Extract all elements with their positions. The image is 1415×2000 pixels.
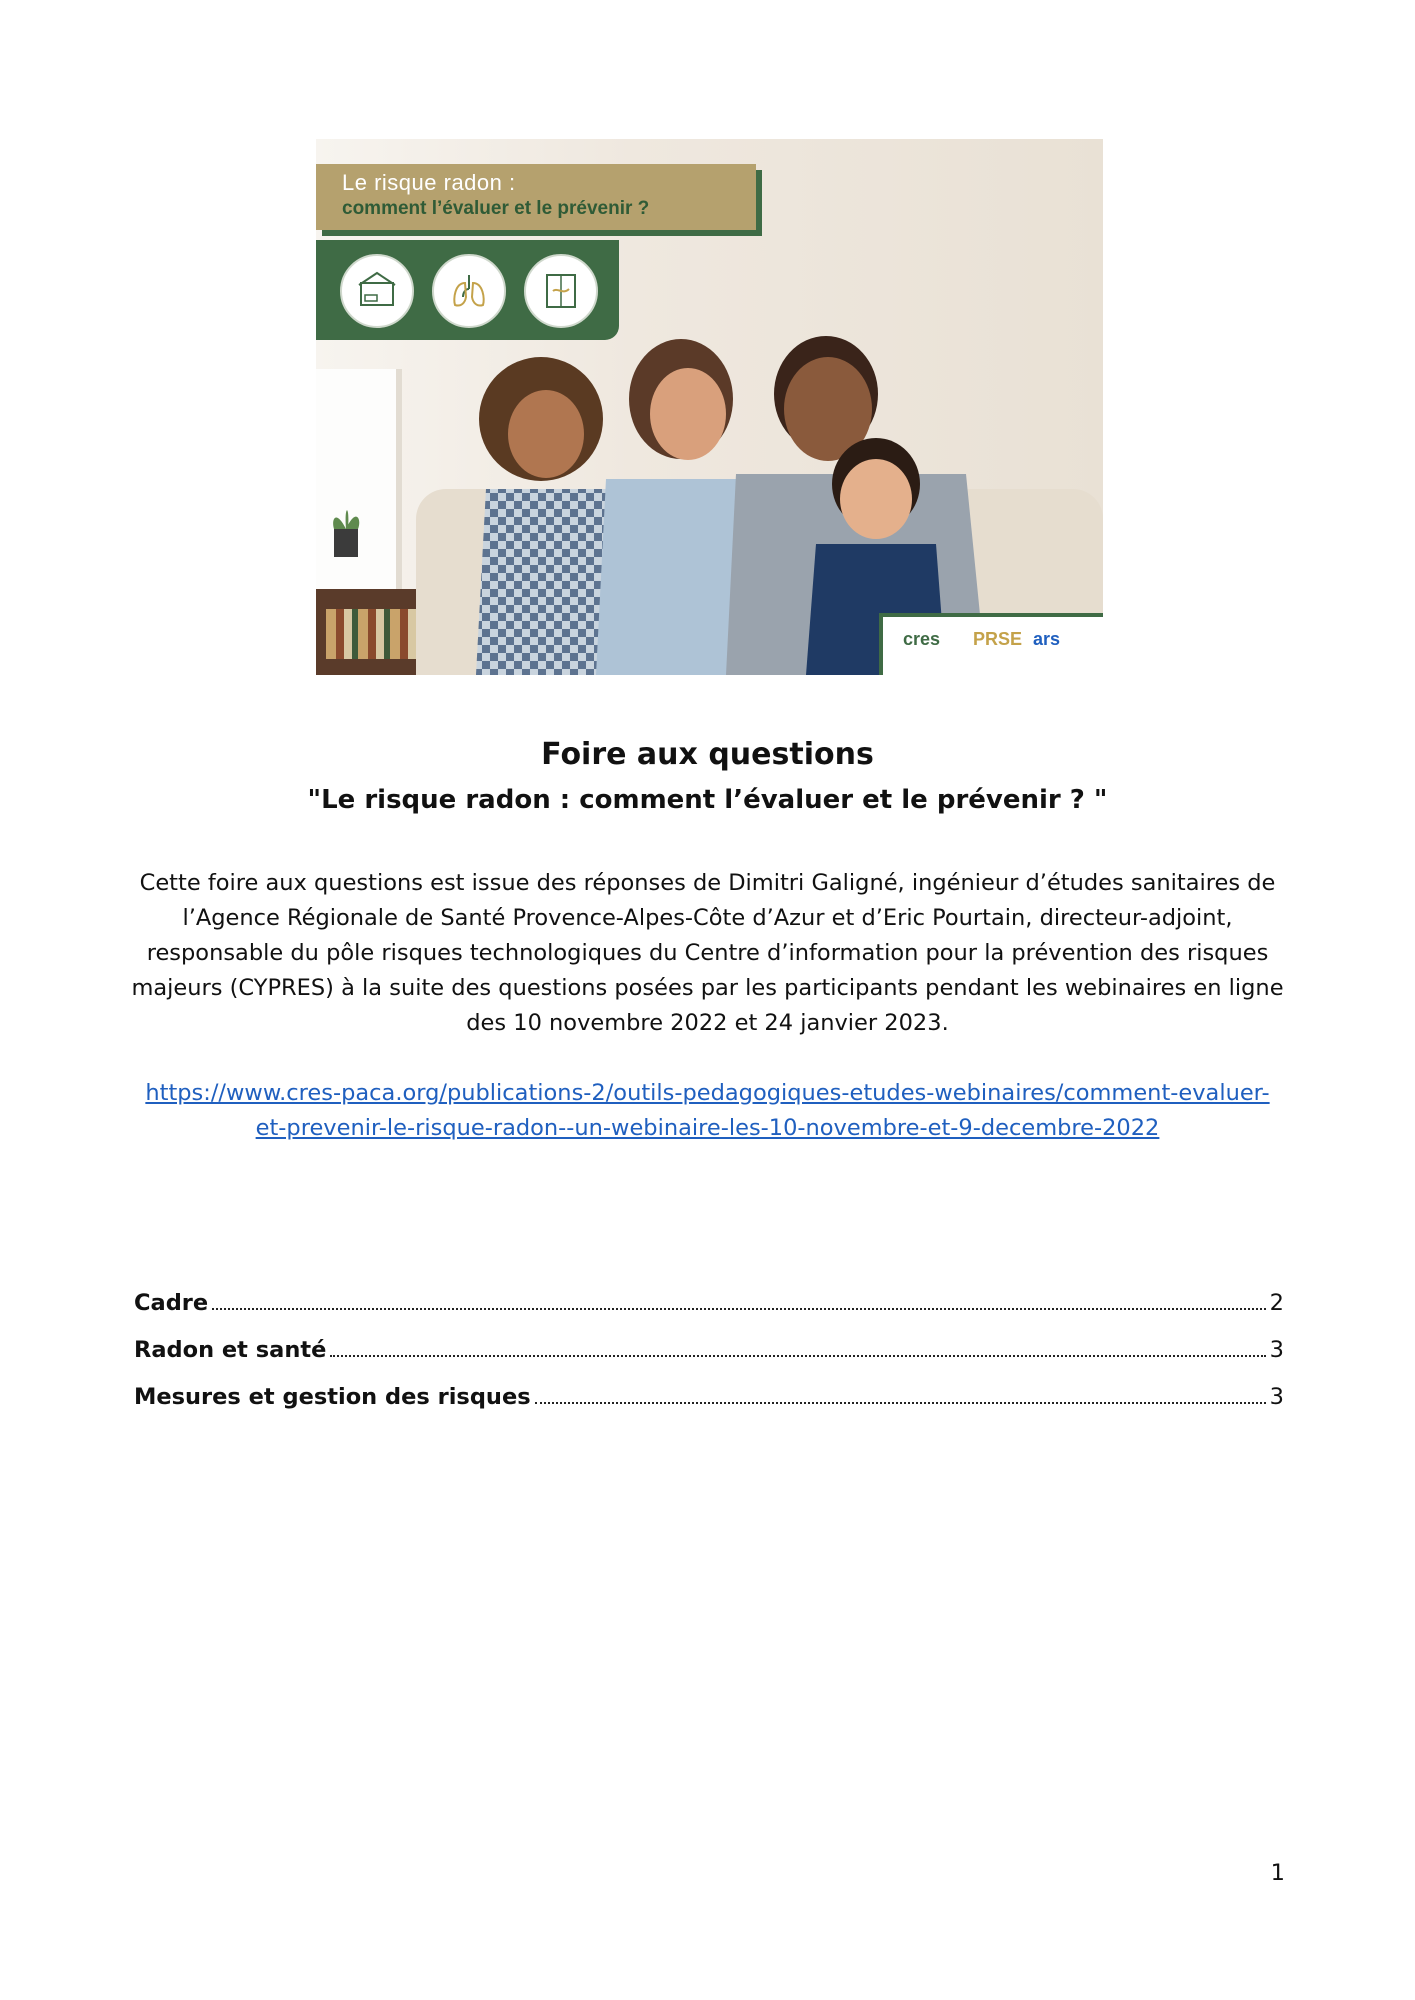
page-number: 1 bbox=[1270, 1860, 1285, 1886]
plant-icon bbox=[326, 499, 366, 559]
toc-entry-title: Cadre bbox=[134, 1290, 209, 1316]
toc-entry-title: Mesures et gestion des risques bbox=[134, 1384, 531, 1410]
toc-leader-dots bbox=[212, 1308, 1266, 1310]
banner-title-line1: Le risque radon : bbox=[342, 170, 516, 195]
toc-entry-title: Radon et santé bbox=[134, 1337, 327, 1363]
webinar-link[interactable]: https://www.cres-paca.org/publications-2/outils-pedagogiques-etudes-webinaires/comment-evaluer-et-prevenir-le-risque-radon--un-webinaire-les-10-novembre-et-9-decembre-2022 bbox=[145, 1080, 1270, 1141]
banner-title-box bbox=[316, 164, 756, 230]
banner-title-line2: comment l’évaluer et le prévenir ? bbox=[342, 198, 650, 219]
logo-prse: PRSE bbox=[973, 629, 1023, 649]
logo-cres: cres bbox=[903, 629, 941, 649]
toc-entry-radon-sante[interactable] bbox=[134, 1337, 1284, 1384]
logo-ars: ars bbox=[1033, 629, 1061, 649]
page-subtitle: "Le risque radon : comment l’évaluer et le prévenir ? " bbox=[307, 785, 1108, 815]
lungs-icon bbox=[432, 254, 506, 328]
toc-entry-page: 3 bbox=[1269, 1384, 1284, 1410]
banner-window bbox=[316, 369, 402, 609]
toc-entry-page: 3 bbox=[1269, 1337, 1284, 1363]
house-room-icon bbox=[340, 254, 414, 328]
toc-leader-dots bbox=[535, 1402, 1266, 1404]
intro-paragraph: Cette foire aux questions est issue des réponses de Dimitri Galigné, ingénieur d’études sanitaires de l’Agence Régionale de Santé Provence-Alpes-Côte d’Azur et d’Eric Pourtain, directeur-adjoint, responsable du pôle risques technologiques du Centre d’information pour la prévention des risques majeurs (CYPRES) à la suite des questions posées par les participants pendant les webinaires en ligne des 10 novembre 2022 et 24 janvier 2023. bbox=[131, 870, 1284, 1036]
toc-leader-dots bbox=[330, 1355, 1265, 1357]
cover-banner-image bbox=[316, 139, 1103, 675]
partner-logos bbox=[879, 613, 1103, 675]
toc-entry-page: 2 bbox=[1269, 1290, 1284, 1316]
page-title: Foire aux questions bbox=[541, 737, 874, 772]
toc-entry-mesures[interactable] bbox=[134, 1384, 1284, 1431]
table-of-contents bbox=[134, 1290, 1284, 1431]
banner-icons-box bbox=[316, 240, 619, 340]
window-ventilation-icon bbox=[524, 254, 598, 328]
toc-entry-cadre[interactable] bbox=[134, 1290, 1284, 1337]
banner-books bbox=[326, 609, 426, 659]
